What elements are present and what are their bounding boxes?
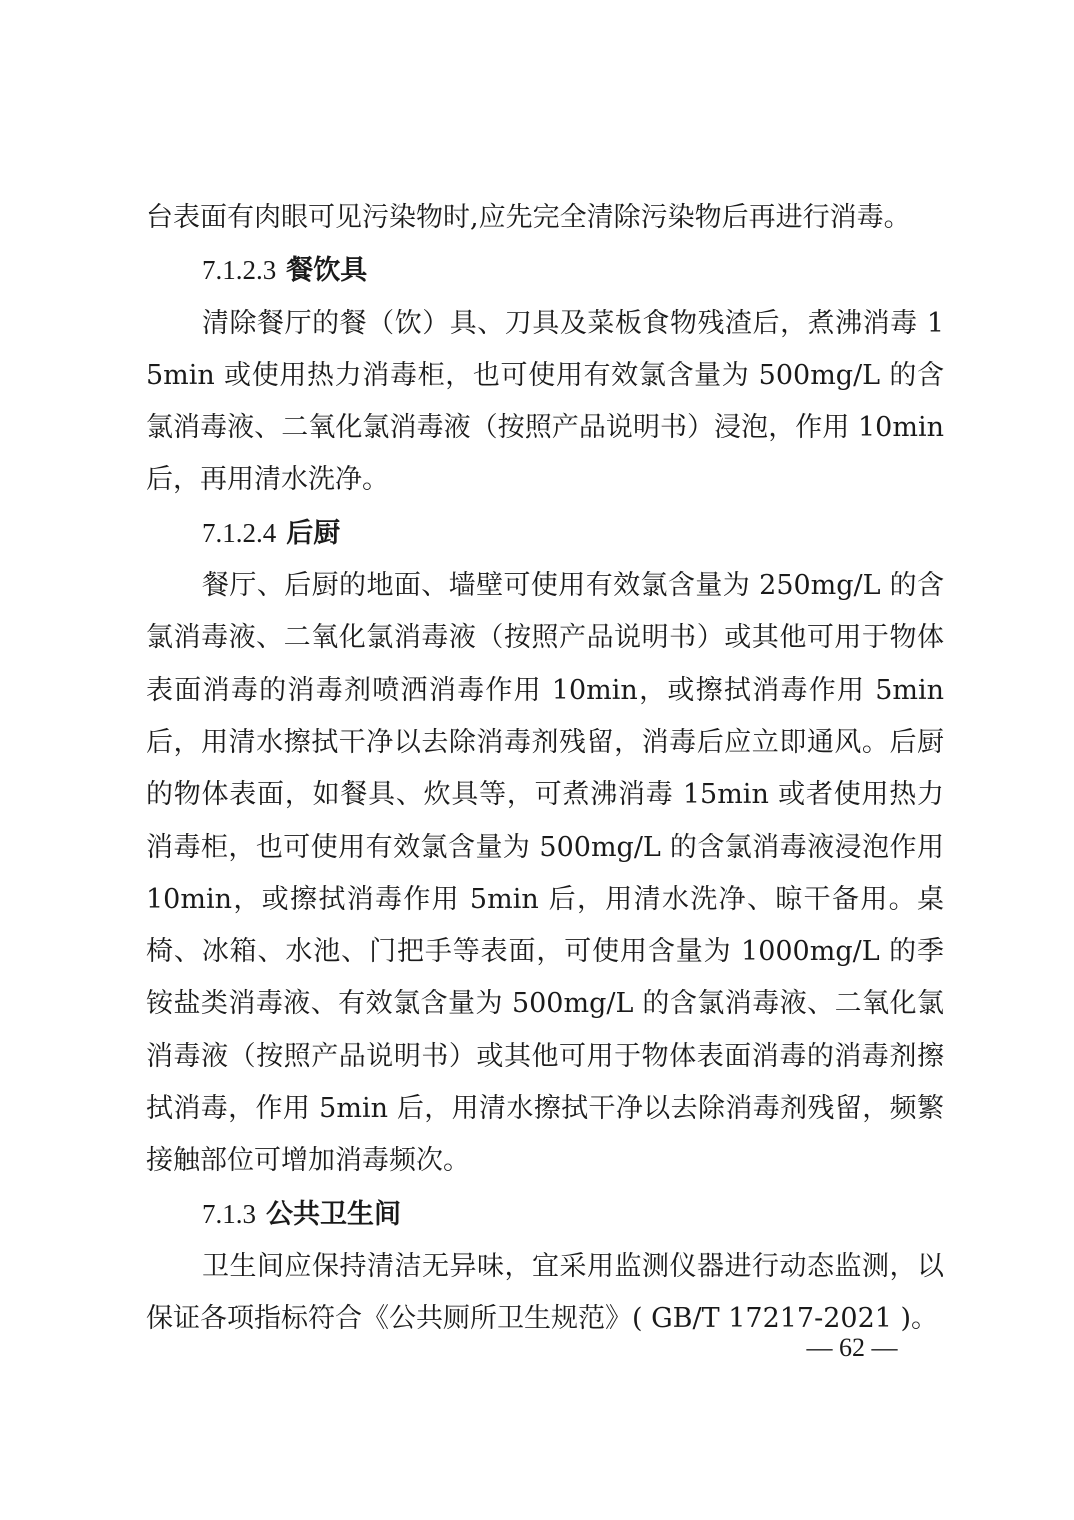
section-title: 公共卫生间 (266, 1198, 401, 1230)
paragraph-kitchen: 餐厅、后厨的地面、墙壁可使用有效氯含量为 250mg/L 的含氯消毒液、二氧化氯消毒液（按照产品说明书）或其他可用于物体表面消毒的消毒剂喷洒消毒作用 10min，或擦拭消毒作用 5min 后，用清水擦拭干净以去除消毒剂残留，消毒后应立即通风。后厨的物体表面，如餐具、炊具等，可煮沸消毒 15min 或者使用热力消毒柜，也可使用有效氯含量为 500mg/L 的含氯消毒液浸泡作用 10min，或擦拭消毒作用 5min 后，用清水洗净、晾干备用。桌椅、冰箱、水池、门把手等表面，可使用含量为 1000mg/L 的季铵盐类消毒液、有效氯含量为 500mg/L 的含氯消毒液、二氧化氯消毒液（按照产品说明书）或其他可用于物体表面消毒的消毒剂擦拭消毒，作用 5min 后，用清水擦拭干净以去除消毒剂残留，频繁接触部位可增加消毒频次。 (146, 570, 944, 1177)
section-number: 7.1.2.4 (202, 517, 277, 548)
document-body (146, 192, 944, 1346)
paragraph-tableware: 清除餐厅的餐（饮）具、刀具及菜板食物残渣后，煮沸消毒 15min 或使用热力消毒柜，也可使用有效氯含量为 500mg/L 的含氯消毒液、二氧化氯消毒液（按照产品说明书）浸泡，作用 10min 后，再用清水洗净。 (146, 307, 944, 496)
section-title: 餐饮具 (286, 255, 368, 287)
section-heading-tableware (146, 244, 944, 297)
page-number: — 62 — (806, 1333, 898, 1362)
paragraph-continuation: 台表面有肉眼可见污染物时,应先完全清除污染物后再进行消毒。 (146, 202, 911, 233)
section-heading-kitchen (146, 507, 944, 560)
section-heading-restroom (146, 1188, 944, 1241)
paragraph-restroom: 卫生间应保持清洁无异味，宜采用监测仪器进行动态监测，以保证各项指标符合《公共厕所卫生规范》( GB/T 17217-2021 )。 (146, 1250, 944, 1335)
section-number: 7.1.2.3 (202, 255, 277, 286)
section-number: 7.1.3 (202, 1198, 256, 1229)
section-title: 后厨 (286, 517, 341, 549)
